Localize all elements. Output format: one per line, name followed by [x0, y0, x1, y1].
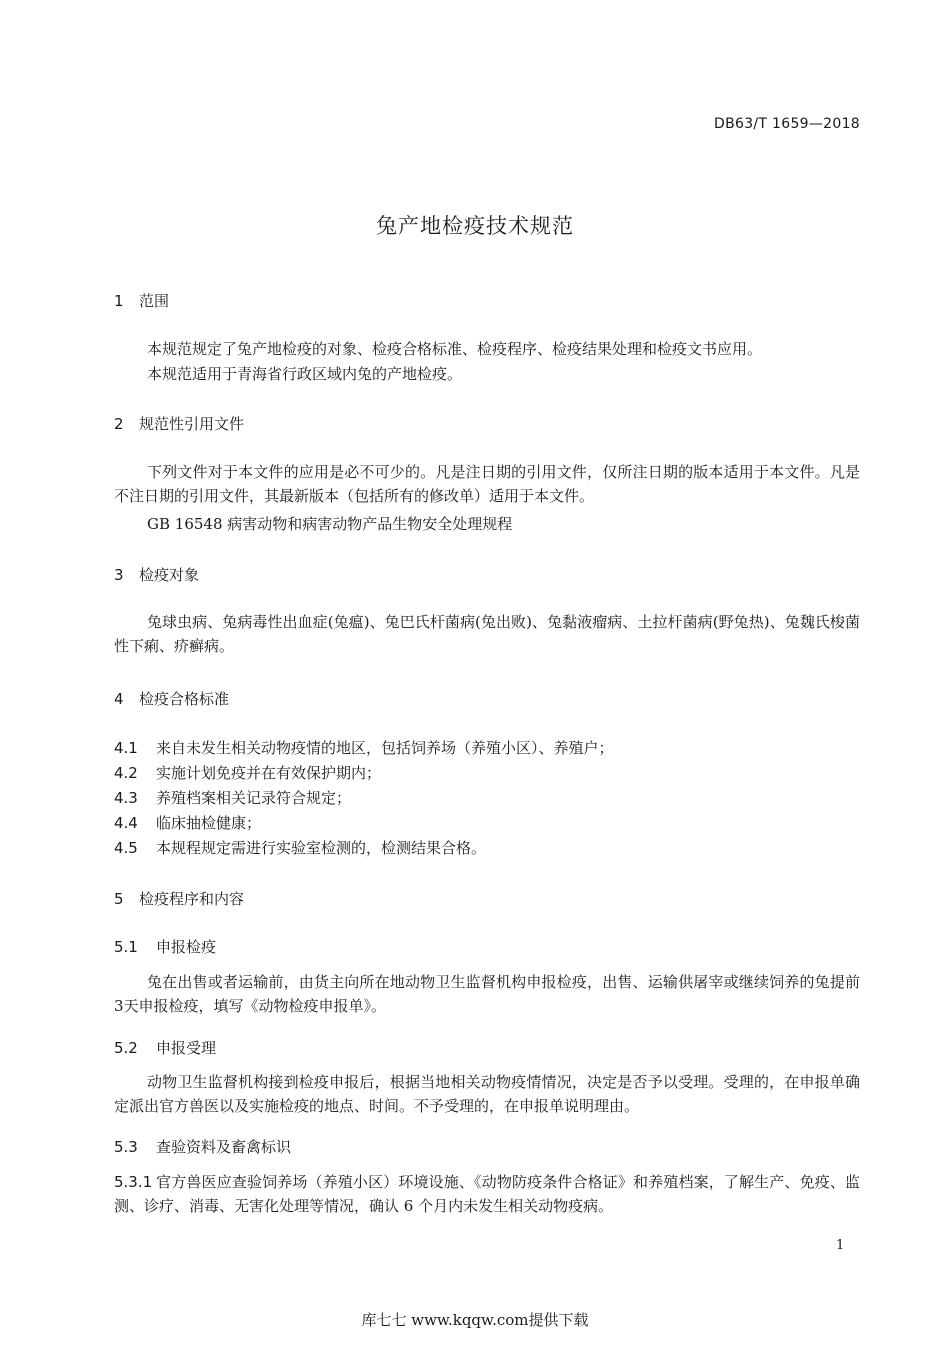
section-5-heading — [114, 888, 244, 909]
subsection-title: 申报受理 — [156, 1039, 217, 1057]
clause-text: 官方兽医应查验饲养场（养殖小区）环境设施、《动物防疫条件合格证》和养殖档案，了解生产、免疫、监测、诊疗、消毒、无害化处理等情况，确认 6 个月内未发生相关动物疫病。 — [114, 1173, 860, 1215]
paragraph: 下列文件对于本文件的应用是必不可少的。凡是注日期的引用文件，仅所注日期的版本适用于本文件。凡是不注日期的引用文件，其最新版本（包括所有的修改单）适用于本文件。 — [114, 463, 860, 505]
subsection-5-1-heading — [114, 936, 216, 957]
section-number: 1 — [114, 292, 124, 310]
paragraph: 兔球虫病、兔病毒性出血症(兔瘟)、兔巴氏杆菌病(兔出败)、兔黏液瘤病、土拉杆菌病(野兔热)、兔魏氏梭菌性下痢、疥癣病。 — [114, 613, 860, 655]
section-number: 4 — [114, 690, 124, 708]
list-item: 4.4 临床抽检健康； — [114, 814, 262, 832]
list-item: 4.1 来自未发生相关动物疫情的地区，包括饲养场（养殖小区）、养殖户； — [114, 739, 614, 757]
reference-item: GB 16548 病害动物和病害动物产品生物安全处理规程 — [147, 515, 513, 533]
section-number: 2 — [114, 415, 124, 433]
section-title: 范围 — [139, 292, 170, 310]
subsection-number: 5.3 — [114, 1138, 138, 1156]
list-item: 4.2 实施计划免疫并在有效保护期内； — [114, 764, 382, 782]
page-number: 1 — [836, 1238, 845, 1253]
subsection-5-2-heading — [114, 1037, 216, 1058]
list-item: 4.5 本规程规定需进行实验室检测的，检测结果合格。 — [114, 839, 487, 857]
paragraph-5-3-1 — [114, 1170, 860, 1218]
subsection-number: 5.1 — [114, 938, 138, 956]
section-4-heading — [114, 688, 229, 709]
footer-watermark: 库七七 www.kqqw.com提供下载 — [361, 1311, 589, 1329]
section-number: 3 — [114, 566, 124, 584]
section-title: 检疫程序和内容 — [139, 890, 245, 908]
list-item: 4.3 养殖档案相关记录符合规定； — [114, 789, 352, 807]
section-title: 检疫合格标准 — [139, 690, 230, 708]
document-title: 兔产地检疫技术规范 — [376, 214, 574, 238]
paragraph: 兔在出售或者运输前，由货主向所在地动物卫生监督机构申报检疫，出售、运输供屠宰或继续饲养的兔提前3天申报检疫，填写《动物检疫申报单》。 — [114, 973, 860, 1015]
section-title: 规范性引用文件 — [139, 415, 245, 433]
subsection-number: 5.2 — [114, 1039, 138, 1057]
section-title: 检疫对象 — [139, 566, 200, 584]
standard-number: DB63/T 1659—2018 — [714, 116, 860, 132]
paragraph: 本规范适用于青海省行政区域内兔的产地检疫。 — [147, 365, 463, 383]
subsection-5-3-heading — [114, 1136, 291, 1157]
subsection-title: 申报检疫 — [156, 938, 217, 956]
paragraph: 本规范规定了兔产地检疫的对象、检疫合格标准、检疫程序、检疫结果处理和检疫文书应用。 — [147, 340, 763, 358]
section-number: 5 — [114, 890, 124, 908]
paragraph: 动物卫生监督机构接到检疫申报后，根据当地相关动物疫情情况，决定是否予以受理。受理的，在申报单确定派出官方兽医以及实施检疫的地点、时间。不予受理的，在申报单说明理由。 — [114, 1073, 860, 1115]
clause-number: 5.3.1 — [114, 1173, 153, 1191]
section-3-heading — [114, 564, 199, 585]
section-1-heading — [114, 290, 169, 311]
section-2-heading — [114, 413, 244, 434]
subsection-title: 查验资料及畜禽标识 — [156, 1138, 292, 1156]
